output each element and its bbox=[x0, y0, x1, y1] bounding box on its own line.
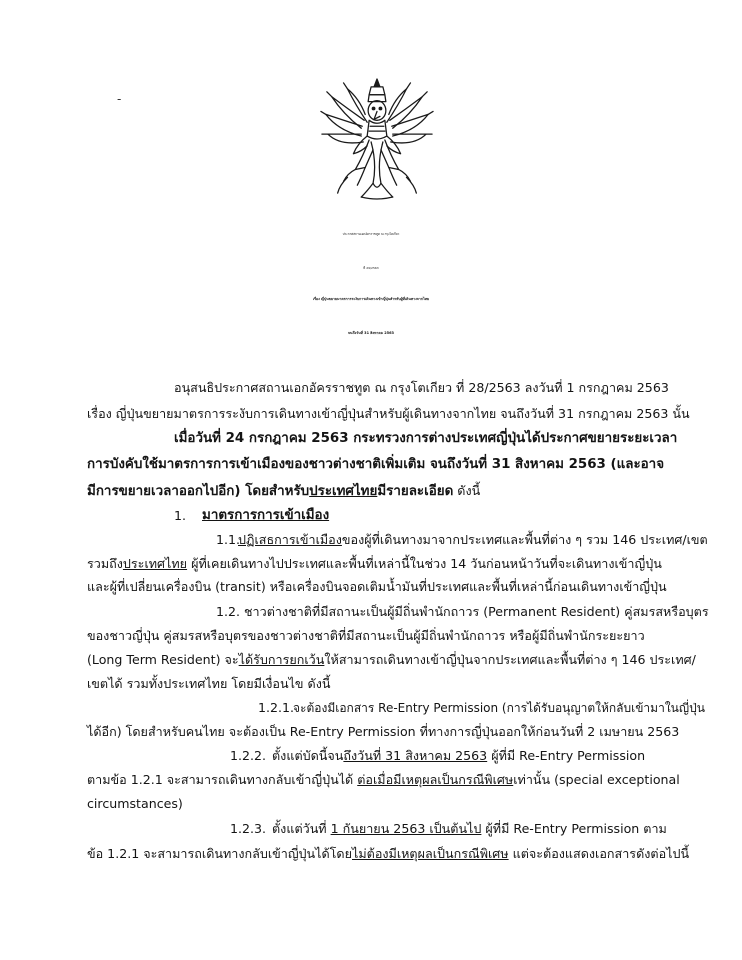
s122-line2-a: ตามข้อ 1.2.1 จะสามารถเดินทางกลับเข้าญี่ปุ่นได้ bbox=[87, 772, 358, 787]
intro-p2-line3-a: มีการขยายเวลาออกไปอีก) โดยสำหรับ bbox=[87, 484, 310, 499]
s11-line2-a: รวมถึง bbox=[87, 556, 123, 571]
s123-line2-a: ข้อ 1.2.1 จะสามารถเดินทางกลับเข้าญี่ปุ่นได้โดย bbox=[87, 846, 352, 861]
intro-p2-line3-d: ดังนี้ bbox=[453, 483, 481, 498]
s123-line1 bbox=[272, 820, 667, 838]
s12-line1: ชาวต่างชาติที่มีสถานะเป็นผู้มีถิ่นพำนักถาวร (Permanent Resident) คู่สมรสหรือบุตร bbox=[244, 604, 709, 619]
s122-number: 1.2.2. bbox=[230, 748, 267, 763]
header-line-2: ที่ 29/2563 bbox=[363, 266, 379, 270]
s123-number: 1.2.3. bbox=[230, 821, 267, 836]
s122-line1 bbox=[272, 747, 645, 765]
s11-line2 bbox=[87, 555, 662, 573]
s121-line2: ได้อีก) โดยสำหรับคนไทย จะต้องเป็น Re-Entry Permission ที่ทางการญี่ปุ่นออกให้ก่อนวันที่ 2 เมษายน 2563 bbox=[87, 724, 680, 739]
header-subject-line: เรื่อง ญี่ปุ่นขยายมาตรการระงับการเดินทางเข้าญี่ปุ่นสำหรับผู้ที่เดินทางจากไทย bbox=[312, 297, 430, 301]
header-line-1: ประกาศสถานเอกอัครราชทูต ณ กรุงโตเกียว bbox=[342, 232, 400, 236]
intro-p1-line1: อนุสนธิประกาศสถานเอกอัครราชทูต ณ กรุงโตเกียว ที่ 28/2563 ลงวันที่ 1 กรกฎาคม 2563 bbox=[174, 380, 669, 395]
stray-mark: - bbox=[117, 92, 122, 106]
s123-line1-a: ตั้งแต่วันที่ bbox=[272, 821, 331, 836]
s11-number: 1.1. bbox=[216, 532, 241, 547]
s12-line2: ของชาวญี่ปุ่น คู่สมรสหรือบุตรของชาวต่างชาติที่มีสถานะเป็นผู้มีถิ่นพำนักถาวร หรือผู้มีถิ่นพำนักระยะยาว bbox=[87, 628, 645, 643]
s12-line3 bbox=[87, 651, 696, 669]
s11-line2-b: ผู้ที่เคยเดินทางไปประเทศและพื้นที่เหล่านี้ในช่วง 14 วันก่อนหน้าวันที่จะเดินทางเข้าญี่ปุ่น bbox=[187, 556, 662, 571]
s12-line3-a: (Long Term Resident) จะ bbox=[87, 652, 239, 667]
s123-line1-b: ผู้ที่มี Re-Entry Permission ตาม bbox=[481, 821, 667, 836]
s12-line4: เขตได้ รวมทั้งประเทศไทย โดยมีเงื่อนไข ดังนี้ bbox=[87, 676, 331, 691]
s12-line3-b: ให้สามารถเดินทางเข้าญี่ปุ่นจากประเทศและพื้นที่ต่าง ๆ 146 ประเทศ/ bbox=[324, 652, 696, 667]
s121-line1: จะต้องมีเอกสาร Re-Entry Permission (การได้รับอนุญาตให้กลับเข้ามาในญี่ปุ่น bbox=[293, 701, 705, 715]
section-1-number: 1. bbox=[174, 508, 187, 523]
s123-line2-underlined: ไม่ต้องมีเหตุผลเป็นกรณีพิเศษ bbox=[352, 846, 509, 861]
s12-number: 1.2. bbox=[216, 604, 241, 619]
s123-line2-b: แต่จะต้องแสดงเอกสารดังต่อไปนี้ bbox=[508, 846, 690, 861]
s122-line2 bbox=[87, 771, 680, 789]
s11-line1-underlined: ปฏิเสธการเข้าเมือง bbox=[238, 532, 342, 547]
s11-line3: และผู้ที่เปลี่ยนเครื่องบิน (transit) หรือเครื่องบินจอดเติมน้ำมันที่ประเทศและพื้นที่เหล่านี้ก่อนเดินทางเข้าญี่ปุ่น bbox=[87, 579, 667, 594]
intro-p2-line1: เมื่อวันที่ 24 กรกฎาคม 2563 กระทรวงการต่างประเทศญี่ปุ่นได้ประกาศขยายระยะเวลา bbox=[174, 431, 678, 446]
s122-line1-a: ตั้งแต่บัดนี้จน bbox=[272, 748, 344, 763]
s123-line1-underlined: 1 กันยายน 2563 เป็นต้นไป bbox=[330, 821, 482, 836]
section-1-title: มาตรการการเข้าเมือง bbox=[202, 508, 330, 523]
s122-line3: circumstances) bbox=[87, 796, 183, 811]
intro-p2-line3-b: ประเทศไทย bbox=[309, 484, 378, 499]
garuda-emblem-icon bbox=[318, 74, 436, 204]
s122-line1-underlined: ถึงวันที่ 31 สิงหาคม 2563 bbox=[343, 748, 488, 763]
s12-line3-underlined: ได้รับการยกเว้น bbox=[238, 652, 325, 667]
s11-line2-underlined: ประเทศไทย bbox=[122, 556, 188, 571]
s11-line1-text: ของผู้ที่เดินทางมาจากประเทศและพื้นที่ต่าง ๆ รวม 146 ประเทศ/เขต bbox=[341, 532, 708, 547]
s121-number: 1.2.1. bbox=[258, 700, 295, 715]
intro-p2-line3-c: มีรายละเอียด bbox=[377, 484, 454, 499]
s11-line1 bbox=[238, 531, 708, 549]
header-subject-date: จนถึงวันที่ 31 สิงหาคม 2563 bbox=[348, 331, 394, 335]
intro-p1-line2: เรื่อง ญี่ปุ่นขยายมาตรการระงับการเดินทางเข้าญี่ปุ่นสำหรับผู้เดินทางจากไทย จนถึงวันที่ 31 กรกฎาคม 2563 นั้น bbox=[87, 406, 690, 421]
s123-line2 bbox=[87, 845, 689, 863]
intro-p2-line2: การบังคับใช้มาตรการการเข้าเมืองของชาวต่างชาติเพิ่มเติม จนถึงวันที่ 31 สิงหาคม 2563 (และอาจ bbox=[87, 457, 665, 472]
s122-line2-underlined: ต่อเมื่อมีเหตุผลเป็นกรณีพิเศษ bbox=[357, 772, 514, 787]
s122-line2-b: เท่านั้น (special exceptional bbox=[513, 772, 680, 787]
intro-p2-line3 bbox=[87, 482, 480, 501]
s122-line1-b: ผู้ที่มี Re-Entry Permission bbox=[487, 748, 646, 763]
